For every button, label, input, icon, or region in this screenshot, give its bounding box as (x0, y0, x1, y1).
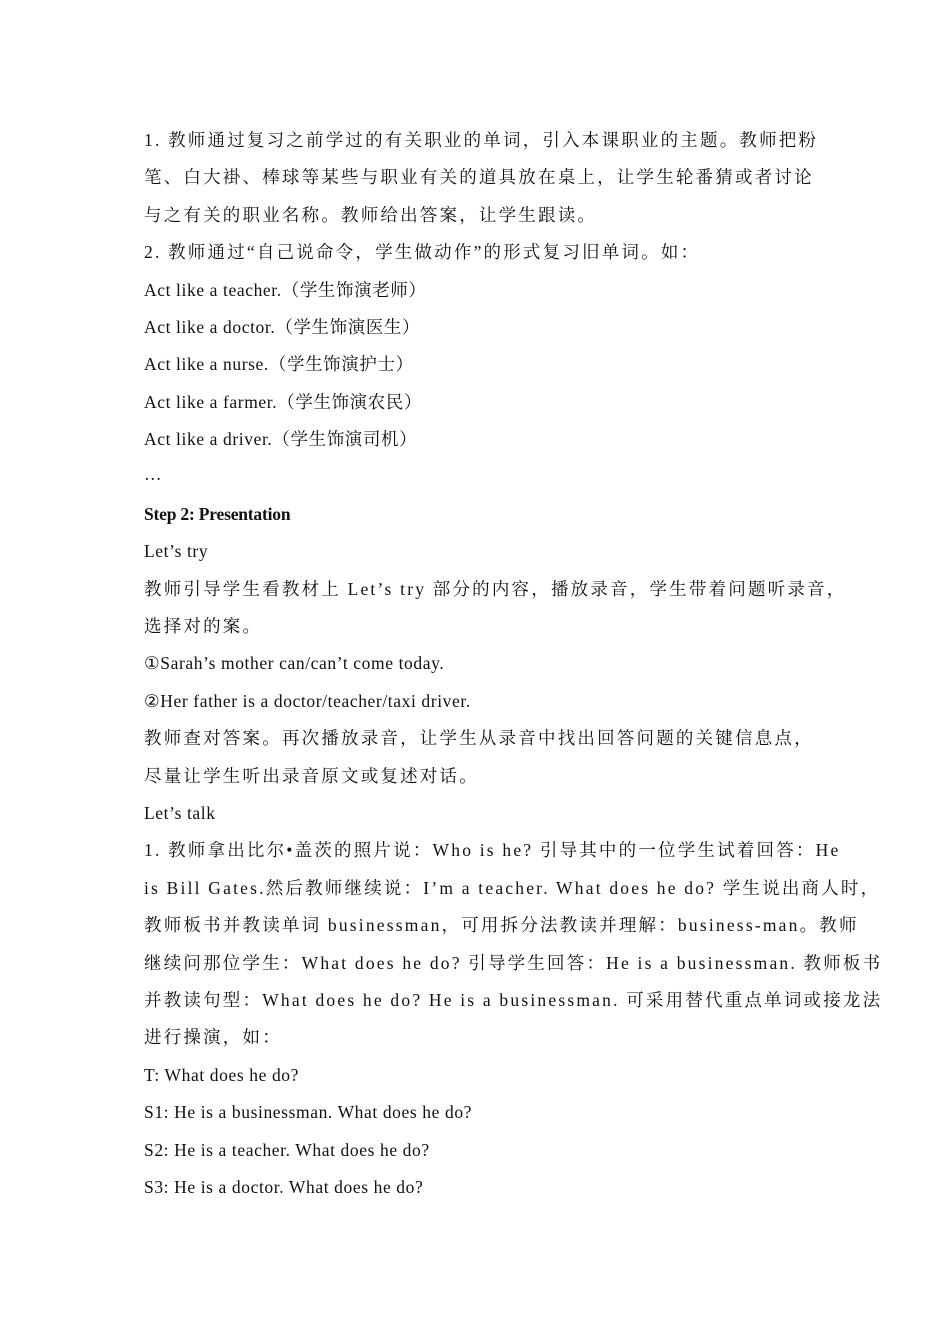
dialogue-s1: S1: He is a businessman. What does he do? (144, 1102, 473, 1123)
dialogue-s2: S2: He is a teacher. What does he do? (144, 1139, 430, 1160)
ellipsis: … (144, 463, 163, 484)
document-page (144, 122, 883, 1206)
command-driver: Act like a driver.（学生饰演司机） (144, 429, 418, 450)
paragraph-2-line-1: 2. 教师通过“自己说命令，学生做动作”的形式复习旧单词。如： (144, 242, 701, 263)
paragraph-1-line-1: 1. 教师通过复习之前学过的有关职业的单词，引入本课职业的主题。教师把粉 (144, 130, 819, 150)
question-2: ②Her father is a doctor/teacher/taxi driver. (144, 690, 471, 711)
check-answer-line-2: 尽量让学生听出录音原文或复述对话。 (144, 765, 479, 786)
step-2-heading: Step 2: Presentation (144, 503, 291, 524)
lets-talk-line-2: is Bill Gates.然后教师继续说：I’m a teacher. What does he do? 学生说出商人时， (144, 877, 881, 898)
lets-try-line-1: 教师引导学生看教材上 Let’s try 部分的内容，播放录音，学生带着问题听录音， (144, 578, 847, 599)
command-nurse: Act like a nurse.（学生饰演护士） (144, 354, 414, 375)
lets-talk-line-1: 1. 教师拿出比尔•盖茨的照片说：Who is he? 引导其中的一位学生试着回答：He (144, 840, 841, 861)
dialogue-t: T: What does he do? (144, 1064, 300, 1085)
dialogue-s3: S3: He is a doctor. What does he do? (144, 1176, 424, 1197)
paragraph-1-line-2: 笔、白大褂、棒球等某些与职业有关的道具放在桌上，让学生轮番猜或者讨论 (144, 167, 814, 188)
lets-try-line-2: 选择对的案。 (144, 616, 263, 637)
command-farmer: Act like a farmer.（学生饰演农民） (144, 391, 423, 412)
lets-try-label: Let’s try (144, 541, 209, 562)
lets-talk-label: Let’s talk (144, 803, 216, 824)
lets-talk-line-6: 进行操演，如： (144, 1027, 282, 1048)
question-1: ①Sarah’s mother can/can’t come today. (144, 653, 445, 674)
check-answer-line-1: 教师查对答案。再次播放录音，让学生从录音中找出回答问题的关键信息点， (144, 728, 814, 749)
lets-talk-line-4: 继续问那位学生：What does he do? 引导学生回答：He is a businessman. 教师板书 (144, 952, 883, 973)
lets-talk-line-5: 并教读句型：What does he do? He is a businessman. 可采用替代重点单词或接龙法 (144, 989, 883, 1010)
paragraph-1-line-3: 与之有关的职业名称。教师给出答案，让学生跟读。 (144, 204, 598, 225)
lets-talk-line-3: 教师板书并教读单词 businessman，可用拆分法教读并理解：business-man。教师 (144, 915, 859, 936)
command-teacher: Act like a teacher.（学生饰演老师） (144, 279, 427, 300)
command-doctor: Act like a doctor.（学生饰演医生） (144, 316, 421, 337)
